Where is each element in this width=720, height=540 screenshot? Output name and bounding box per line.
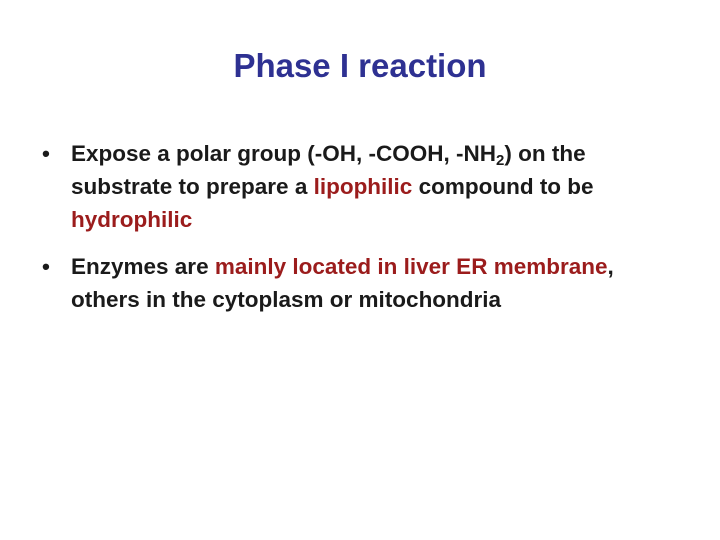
bullet-text: Expose a polar group (-OH, -COOH, -NH xyxy=(71,141,497,166)
bullet-list xyxy=(40,137,680,330)
bullet-text: ) on the substrate to prepare a xyxy=(71,141,586,199)
highlight-hydrophilic: hydrophilic xyxy=(71,207,193,232)
bullet-marker: • xyxy=(42,141,50,166)
bullet-text: compound to be xyxy=(412,174,594,199)
highlight-lipophilic: lipophilic xyxy=(313,174,413,199)
bullet-marker: • xyxy=(42,254,50,279)
bullet-item-enzyme-location xyxy=(40,250,680,316)
highlight-enzyme-location: mainly located in liver ER membrane xyxy=(214,254,608,279)
subscript-2: 2 xyxy=(496,152,505,169)
bullet-text: Enzymes are xyxy=(71,254,215,279)
bullet-item-phase1-definition xyxy=(40,137,680,236)
bullet-text: , others in the cytoplasm or mitochondria xyxy=(71,254,614,312)
slide-title: Phase I reaction xyxy=(233,47,487,84)
